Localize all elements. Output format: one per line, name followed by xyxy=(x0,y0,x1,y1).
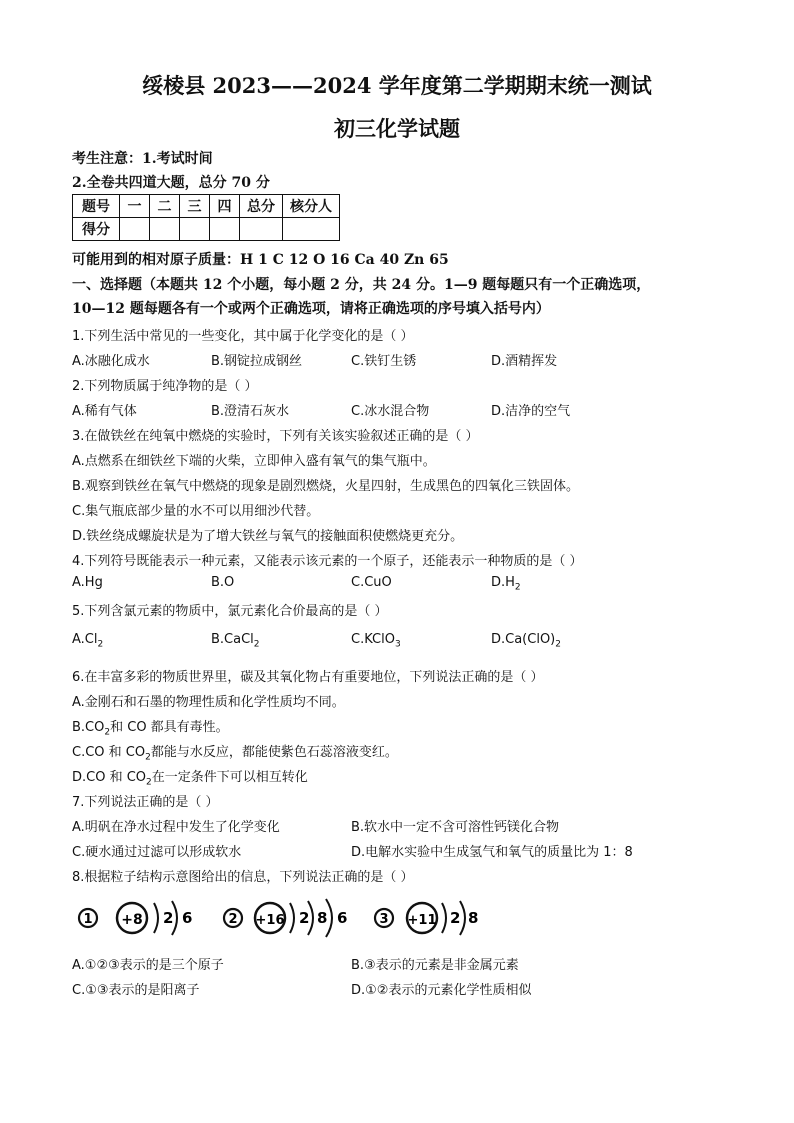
shell-electrons: 2 xyxy=(450,909,461,927)
subscript: 2 xyxy=(146,777,152,788)
subscript: 2 xyxy=(145,752,151,763)
question-2-option-d[interactable]: D.洁净的空气 xyxy=(491,404,571,419)
shell-arc xyxy=(290,903,294,933)
option-text: 都能与水反应，都能使紫色石蕊溶液变红。 xyxy=(150,745,398,760)
question-1-option-a[interactable]: A.冰融化成水 xyxy=(72,354,150,369)
question-4-option-c[interactable]: C.CuO xyxy=(351,575,392,590)
particle-3 xyxy=(375,901,478,935)
option-text: D.H xyxy=(491,575,515,590)
question-1-option-c[interactable]: C.铁钉生锈 xyxy=(351,354,417,369)
question-8-stem: 8.根据粒子结构示意图给出的信息，下列说法正确的是（ ） xyxy=(72,870,414,885)
shell-arc xyxy=(154,903,158,933)
question-3-option-a[interactable]: A.点燃系在细铁丝下端的火柴，立即伸入盛有氧气的集气瓶中。 xyxy=(72,454,436,469)
particle-2 xyxy=(224,899,347,937)
question-8-option-b[interactable]: B.③表示的元素是非金属元素 xyxy=(351,958,519,973)
question-6-option-d[interactable] xyxy=(72,766,308,788)
question-3-option-c[interactable]: C.集气瓶底部少量的水不可以用细沙代替。 xyxy=(72,504,320,519)
question-7-option-d[interactable]: D.电解水实验中生成氢气和氧气的质量比为 1：8 xyxy=(351,845,633,860)
question-5-option-b[interactable] xyxy=(211,632,260,650)
option-text: C.KClO xyxy=(351,632,395,647)
shell-electrons: 6 xyxy=(337,909,348,927)
nucleus-charge: +16 xyxy=(255,913,285,928)
question-7-stem: 7.下列说法正确的是（ ） xyxy=(72,795,219,810)
score-table xyxy=(72,194,340,241)
question-5-option-a[interactable] xyxy=(72,632,103,650)
section-heading-line-2: 10—12 题每题各有一个或两个正确选项，请将正确选项的序号填入括号内） xyxy=(72,301,550,317)
question-7-option-b[interactable]: B.软水中一定不含可溶性钙镁化合物 xyxy=(351,820,560,835)
question-2-option-c[interactable]: C.冰水混合物 xyxy=(351,404,430,419)
shell-arc xyxy=(460,901,465,935)
score-table-score-row xyxy=(73,218,340,241)
nucleus-charge: +11 xyxy=(407,913,437,928)
question-1-option-d[interactable]: D.酒精挥发 xyxy=(491,354,558,369)
question-4-option-a[interactable]: A.Hg xyxy=(72,575,103,590)
question-6-stem: 6.在丰富多彩的物质世界里，碳及其氧化物占有重要地位，下列说法正确的是（ ） xyxy=(72,670,544,685)
question-2-stem: 2.下列物质属于纯净物的是（ ） xyxy=(72,379,258,394)
score-cell: 得分 xyxy=(73,218,120,241)
score-input-cell[interactable] xyxy=(120,218,150,241)
question-8-option-a[interactable]: A.①②③表示的是三个原子 xyxy=(72,958,224,973)
shell-electrons: 2 xyxy=(163,909,174,927)
shell-arc xyxy=(442,903,446,933)
question-5-stem: 5.下列含氯元素的物质中，氯元素化合价最高的是（ ） xyxy=(72,604,388,619)
shell-electrons: 8 xyxy=(317,909,328,927)
question-6-option-c[interactable] xyxy=(72,741,398,763)
score-cell: 二 xyxy=(150,195,180,218)
question-8-option-c[interactable]: C.①③表示的是阳离子 xyxy=(72,983,200,998)
particle-label-3: 3 xyxy=(379,912,389,927)
question-3-option-d[interactable]: D.铁丝绕成螺旋状是为了增大铁丝与氧气的接触面积使燃烧更充分。 xyxy=(72,529,464,544)
option-text: A.Cl xyxy=(72,632,98,647)
question-7-option-c[interactable]: C.硬水通过过滤可以形成软水 xyxy=(72,845,242,860)
score-input-cell[interactable] xyxy=(240,218,283,241)
question-2-option-a[interactable]: A.稀有气体 xyxy=(72,404,137,419)
question-4-stem: 4.下列符号既能表示一种元素，又能表示该元素的一个原子，还能表示一种物质的是（ ） xyxy=(72,554,583,569)
score-input-cell[interactable] xyxy=(180,218,210,241)
nucleus-charge: +8 xyxy=(121,912,143,928)
score-cell: 三 xyxy=(180,195,210,218)
exam-title: 绥棱县 2023——2024 学年度第二学期期末统一测试 xyxy=(142,73,652,98)
score-input-cell[interactable] xyxy=(210,218,240,241)
option-text: B.CO xyxy=(72,720,105,735)
score-table-header-row xyxy=(73,195,340,218)
notice-line-2: 2.全卷共四道大题，总分 70 分 xyxy=(72,175,270,191)
exam-subtitle: 初三化学试题 xyxy=(334,116,460,141)
question-8-option-d[interactable]: D.①②表示的元素化学性质相似 xyxy=(351,983,532,998)
option-text: D.Ca(ClO) xyxy=(491,632,556,647)
score-cell: 题号 xyxy=(73,195,120,218)
option-text: 在一定条件下可以相互转化 xyxy=(151,770,308,785)
subscript: 2 xyxy=(514,582,521,593)
subscript: 2 xyxy=(104,727,111,738)
question-3-option-b[interactable]: B.观察到铁丝在氧气中燃烧的现象是剧烈燃烧，火星四射，生成黑色的四氧化三铁固体。 xyxy=(72,479,580,494)
question-4-option-d[interactable] xyxy=(491,575,521,593)
option-text: B.CaCl xyxy=(211,632,254,647)
particle-label-1: 1 xyxy=(83,912,93,927)
subscript: 2 xyxy=(253,639,260,650)
score-cell: 核分人 xyxy=(283,195,340,218)
score-input-cell[interactable] xyxy=(283,218,340,241)
score-cell: 四 xyxy=(210,195,240,218)
question-5-option-d[interactable] xyxy=(491,632,561,650)
question-7-option-a[interactable]: A.明矾在净水过程中发生了化学变化 xyxy=(72,820,280,835)
option-text: C.CO 和 CO xyxy=(72,745,146,760)
particle-structure-diagram xyxy=(76,897,496,945)
atomic-masses: 可能用到的相对原子质量：H 1 C 12 O 16 Ca 40 Zn 65 xyxy=(72,252,449,268)
question-6-option-a[interactable]: A.金刚石和石墨的物理性质和化学性质均不同。 xyxy=(72,695,345,710)
question-1-option-b[interactable]: B.钢锭拉成钢丝 xyxy=(211,354,303,369)
option-text: D.CO 和 CO xyxy=(72,770,147,785)
score-input-cell[interactable] xyxy=(150,218,180,241)
subscript: 2 xyxy=(555,639,561,650)
option-text: 和 CO 都具有毒性。 xyxy=(110,720,229,735)
question-3-stem: 3.在做铁丝在纯氧中燃烧的实验时，下列有关该实验叙述正确的是（ ） xyxy=(72,429,479,444)
question-2-option-b[interactable]: B.澄清石灰水 xyxy=(211,404,290,419)
particle-label-2: 2 xyxy=(228,912,238,927)
subscript: 2 xyxy=(97,639,104,650)
section-heading-line-1: 一、选择题（本题共 12 个小题，每小题 2 分，共 24 分。1—9 题每题只有一个正确选项， xyxy=(72,277,651,293)
notice-line-1: 考生注意：1.考试时间 xyxy=(72,151,213,167)
question-4-option-b[interactable]: B.O xyxy=(211,575,235,590)
question-6-option-b[interactable] xyxy=(72,716,229,738)
shell-electrons: 8 xyxy=(468,909,479,927)
score-cell: 总分 xyxy=(240,195,283,218)
question-5-option-c[interactable] xyxy=(351,632,401,650)
score-cell: 一 xyxy=(120,195,150,218)
question-1-stem: 1.下列生活中常见的一些变化，其中属于化学变化的是（ ） xyxy=(72,329,414,344)
shell-electrons: 2 xyxy=(299,909,310,927)
particle-1 xyxy=(79,901,192,935)
subscript: 3 xyxy=(394,639,401,650)
shell-electrons: 6 xyxy=(182,909,193,927)
